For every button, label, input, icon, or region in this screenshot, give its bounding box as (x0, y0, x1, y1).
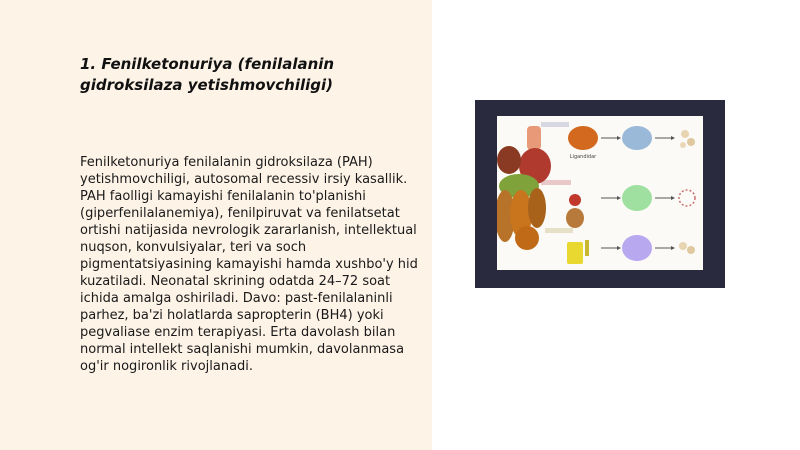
slide-title: 1. Fenilketonuriya (fenilalanin gidroksilaza yetishmovchiligi) (80, 55, 335, 94)
pku-diagram-svg (497, 116, 703, 270)
pku-illustration (475, 100, 725, 288)
faded-header-3 (545, 228, 573, 233)
green-cell-cluster (622, 185, 652, 211)
slide-body-text: Fenilketonuriya fenilalanin gidroksilaza (PAH) yetishmovchiligi, autosomal recessiv irsiy kasallik. PAH faolligi kamayishi fenilalanin to'planishi (giperfenilalanemiya), fenilpiruvat va fenilatsetat ortishi natijasida nevrologik zararlanish, intellektual nuqson, konvulsiyalar, teri va soch pigmentatsiyasining kamayishi hamda xushbo'y hid kuzatiladi. Neonatal skrining odatda 24–72 soat ichida amalga oshiriladi. Davo: past-fenilalaninli parhez, ba'zi holatlarda sapropterin (BH4) yoki pegvaliase enzim terapiyasi. Erta davolash bilan normal intellekt saqlanishi mumkin, davolanmasa og'ir nogironlik rivojlanadi. (80, 155, 418, 374)
liver-organ (568, 126, 598, 150)
human-body-illustration (497, 126, 551, 250)
blue-cell-cluster (622, 126, 652, 150)
molecule-cluster-1 (680, 142, 686, 148)
faded-header-2 (541, 180, 571, 185)
molecule-cluster-3 (687, 246, 695, 254)
red-enzyme-icon (569, 194, 581, 206)
broken-molecule (679, 190, 695, 206)
faded-header-1 (541, 122, 569, 127)
organ-label: Ligandidar (569, 154, 597, 160)
brown-organ (566, 208, 584, 228)
pku-illustration-canvas (497, 116, 703, 270)
purple-cell-cluster (622, 235, 652, 261)
yellow-bottle (567, 242, 583, 264)
